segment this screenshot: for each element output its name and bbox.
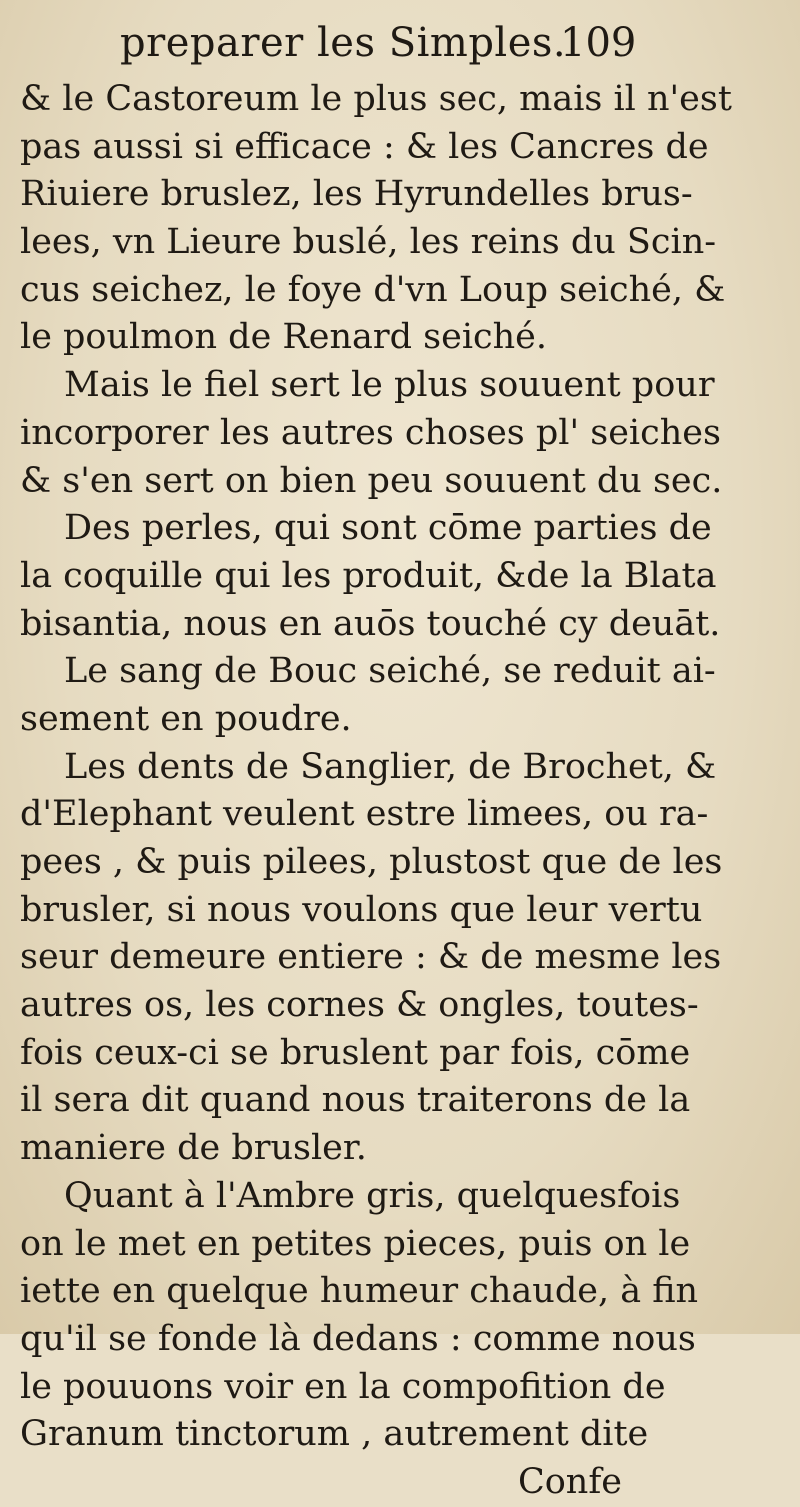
text-line: maniere de brusler. [20,1128,367,1169]
text-line: d'Elephant veulent estre limees, ou ra- [20,794,709,835]
text-line: le pouuons voir en la compofition de [20,1366,666,1407]
text-line: Quant à l'Ambre gris, quelquesfois [64,1175,681,1216]
text-line: & s'en sert on bien peu souuent du sec. [20,460,723,501]
text-line: Des perles, qui sont cōme parties de [64,508,712,549]
text-line: sement en poudre. [20,698,352,739]
body-text [20,76,732,1507]
text-line: Mais le fiel sert le plus souuent pour [64,365,715,406]
text-line: qu'il se fonde là dedans : comme nous [20,1318,696,1359]
text-line: il sera dit quand nous traiterons de la [20,1080,691,1121]
text-line: bisantia, nous en auōs touché cy deuāt. [20,603,721,644]
text-line: autres os, les cornes & ongles, toutes- [20,985,699,1026]
text-line: pees , & puis pilees, plustost que de les [20,842,723,882]
text-line: le poulmon de Renard seiché. [20,317,547,358]
catchword: Confe [517,1461,622,1502]
text-line: la coquille qui les produit, &de la Blata [20,555,717,596]
text-line: fois ceux-ci se bruslent par fois, cōme [20,1032,691,1073]
page-header [0,14,800,70]
text-line: Granum tinctorum , autrement dite [20,1414,649,1455]
page-number: 109 [560,20,637,66]
running-title: preparer les Simples. [120,20,567,66]
text-line: iette en quelque humeur chaude, à fin [20,1271,699,1312]
text-line: cus seichez, le foye d'vn Loup seiché, & [20,269,726,310]
text-line: incorporer les autres choses pl' seiches [20,412,721,453]
text-line: pas aussi si efficace : & les Cancres de [20,126,709,167]
text-line: Riuiere bruslez, les Hyrundelles brus- [20,174,693,215]
text-line: Le sang de Bouc seiché, se reduit ai- [64,651,716,692]
text-line: lees, vn Lieure buslé, les reins du Scin- [20,222,717,263]
text-line: on le met en petites pieces, puis on le [20,1223,691,1264]
text-line: brusler, si nous voulons que leur vertu [20,889,703,930]
text-line: seur demeure entiere : & de mesme les [20,937,722,978]
text-line: Les dents de Sanglier, de Brochet, & [64,746,717,787]
text-line: & le Castoreum le plus sec, mais il n'est [20,79,732,119]
